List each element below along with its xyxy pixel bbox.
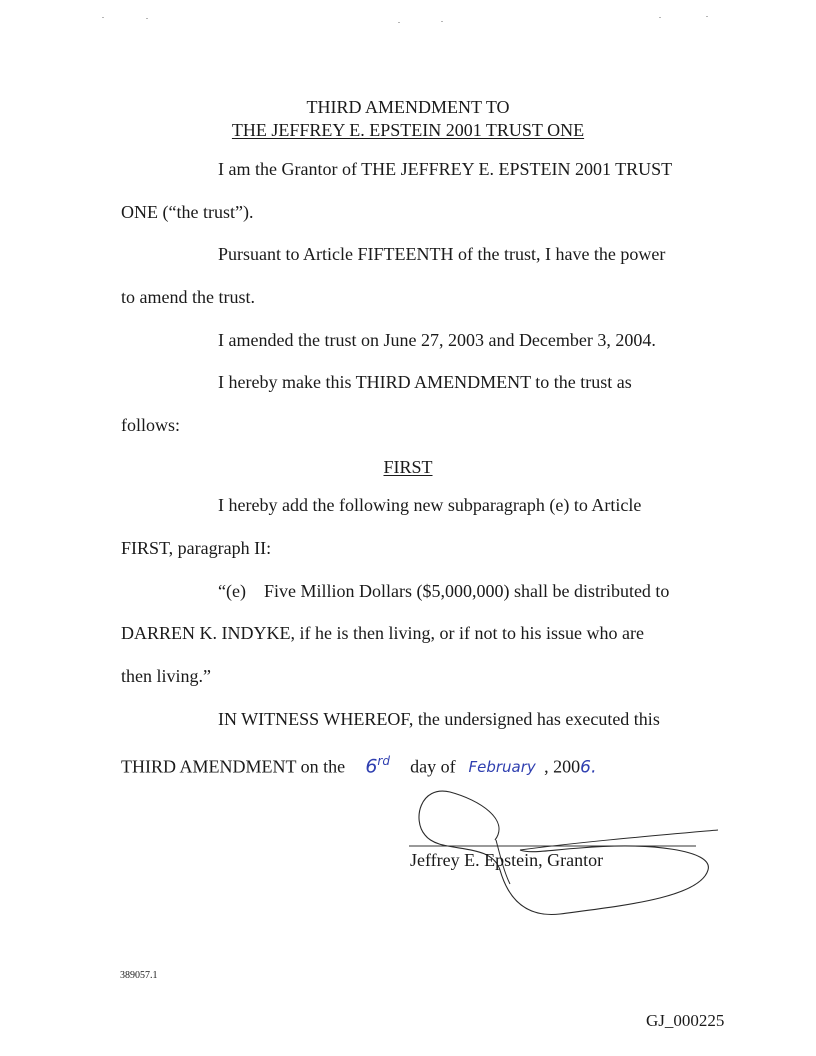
scan-speck [706,16,708,17]
section-first-line2: FIRST, paragraph II: [121,538,272,558]
paragraph-make-amendment-line1: I hereby make this THIRD AMENDMENT to the trust as [218,372,632,392]
signature-flourish-line [520,830,718,850]
document-title: THIRD AMENDMENT TO [306,97,510,117]
handwritten-year-digit: 6 [580,757,591,778]
scan-speck [146,18,148,19]
paragraph-prior-amendments: I amended the trust on June 27, 2003 and December 3, 2004. [218,330,656,350]
subparagraph-e-line3: then living.” [121,666,211,686]
handwritten-day-suffix: rd [377,754,390,768]
handwritten-period: . [590,756,597,778]
trust-name-heading: THE JEFFREY E. EPSTEIN 2001 TRUST ONE [231,120,585,140]
section-title-first: FIRST [383,457,433,477]
paragraph-make-amendment-line2: follows: [121,415,181,435]
witness-prefix: THIRD AMENDMENT on the [121,756,346,777]
witness-clause-line2 [121,750,597,778]
document-number: 389057.1 [120,970,158,981]
signature-label: Jeffrey E. Epstein, Grantor [410,850,604,870]
handwritten-month: February [468,758,536,777]
handwritten-day-number: 6 [365,755,378,778]
witness-day-of: day of [410,756,456,777]
paragraph-grantor-line1: I am the Grantor of THE JEFFREY E. EPSTEIN 2001 TRUST [218,159,673,179]
paragraph-grantor-line2: ONE (“the trust”). [121,202,254,222]
subparagraph-e-line1: “(e) Five Million Dollars ($5,000,000) shall be distributed to [218,581,670,601]
witness-clause-line1: IN WITNESS WHEREOF, the undersigned has executed this [218,709,660,729]
scan-speck [102,17,104,18]
scan-speck [398,22,400,23]
paragraph-power-line2: to amend the trust. [121,287,255,307]
subparagraph-e-line2: DARREN K. INDYKE, if he is then living, or if not to his issue who are [121,623,644,643]
scan-speck [441,21,443,22]
scan-speck [659,17,661,18]
section-heading [0,456,816,478]
paragraph-power-line1: Pursuant to Article FIFTEENTH of the trust, I have the power [218,244,666,264]
document-subtitle [0,119,816,141]
handwritten-day [350,750,406,777]
bates-number: GJ_000225 [646,1011,725,1030]
witness-year-prefix: , 200 [544,756,581,777]
section-first-line1: I hereby add the following new subparagraph (e) to Article [218,495,642,515]
